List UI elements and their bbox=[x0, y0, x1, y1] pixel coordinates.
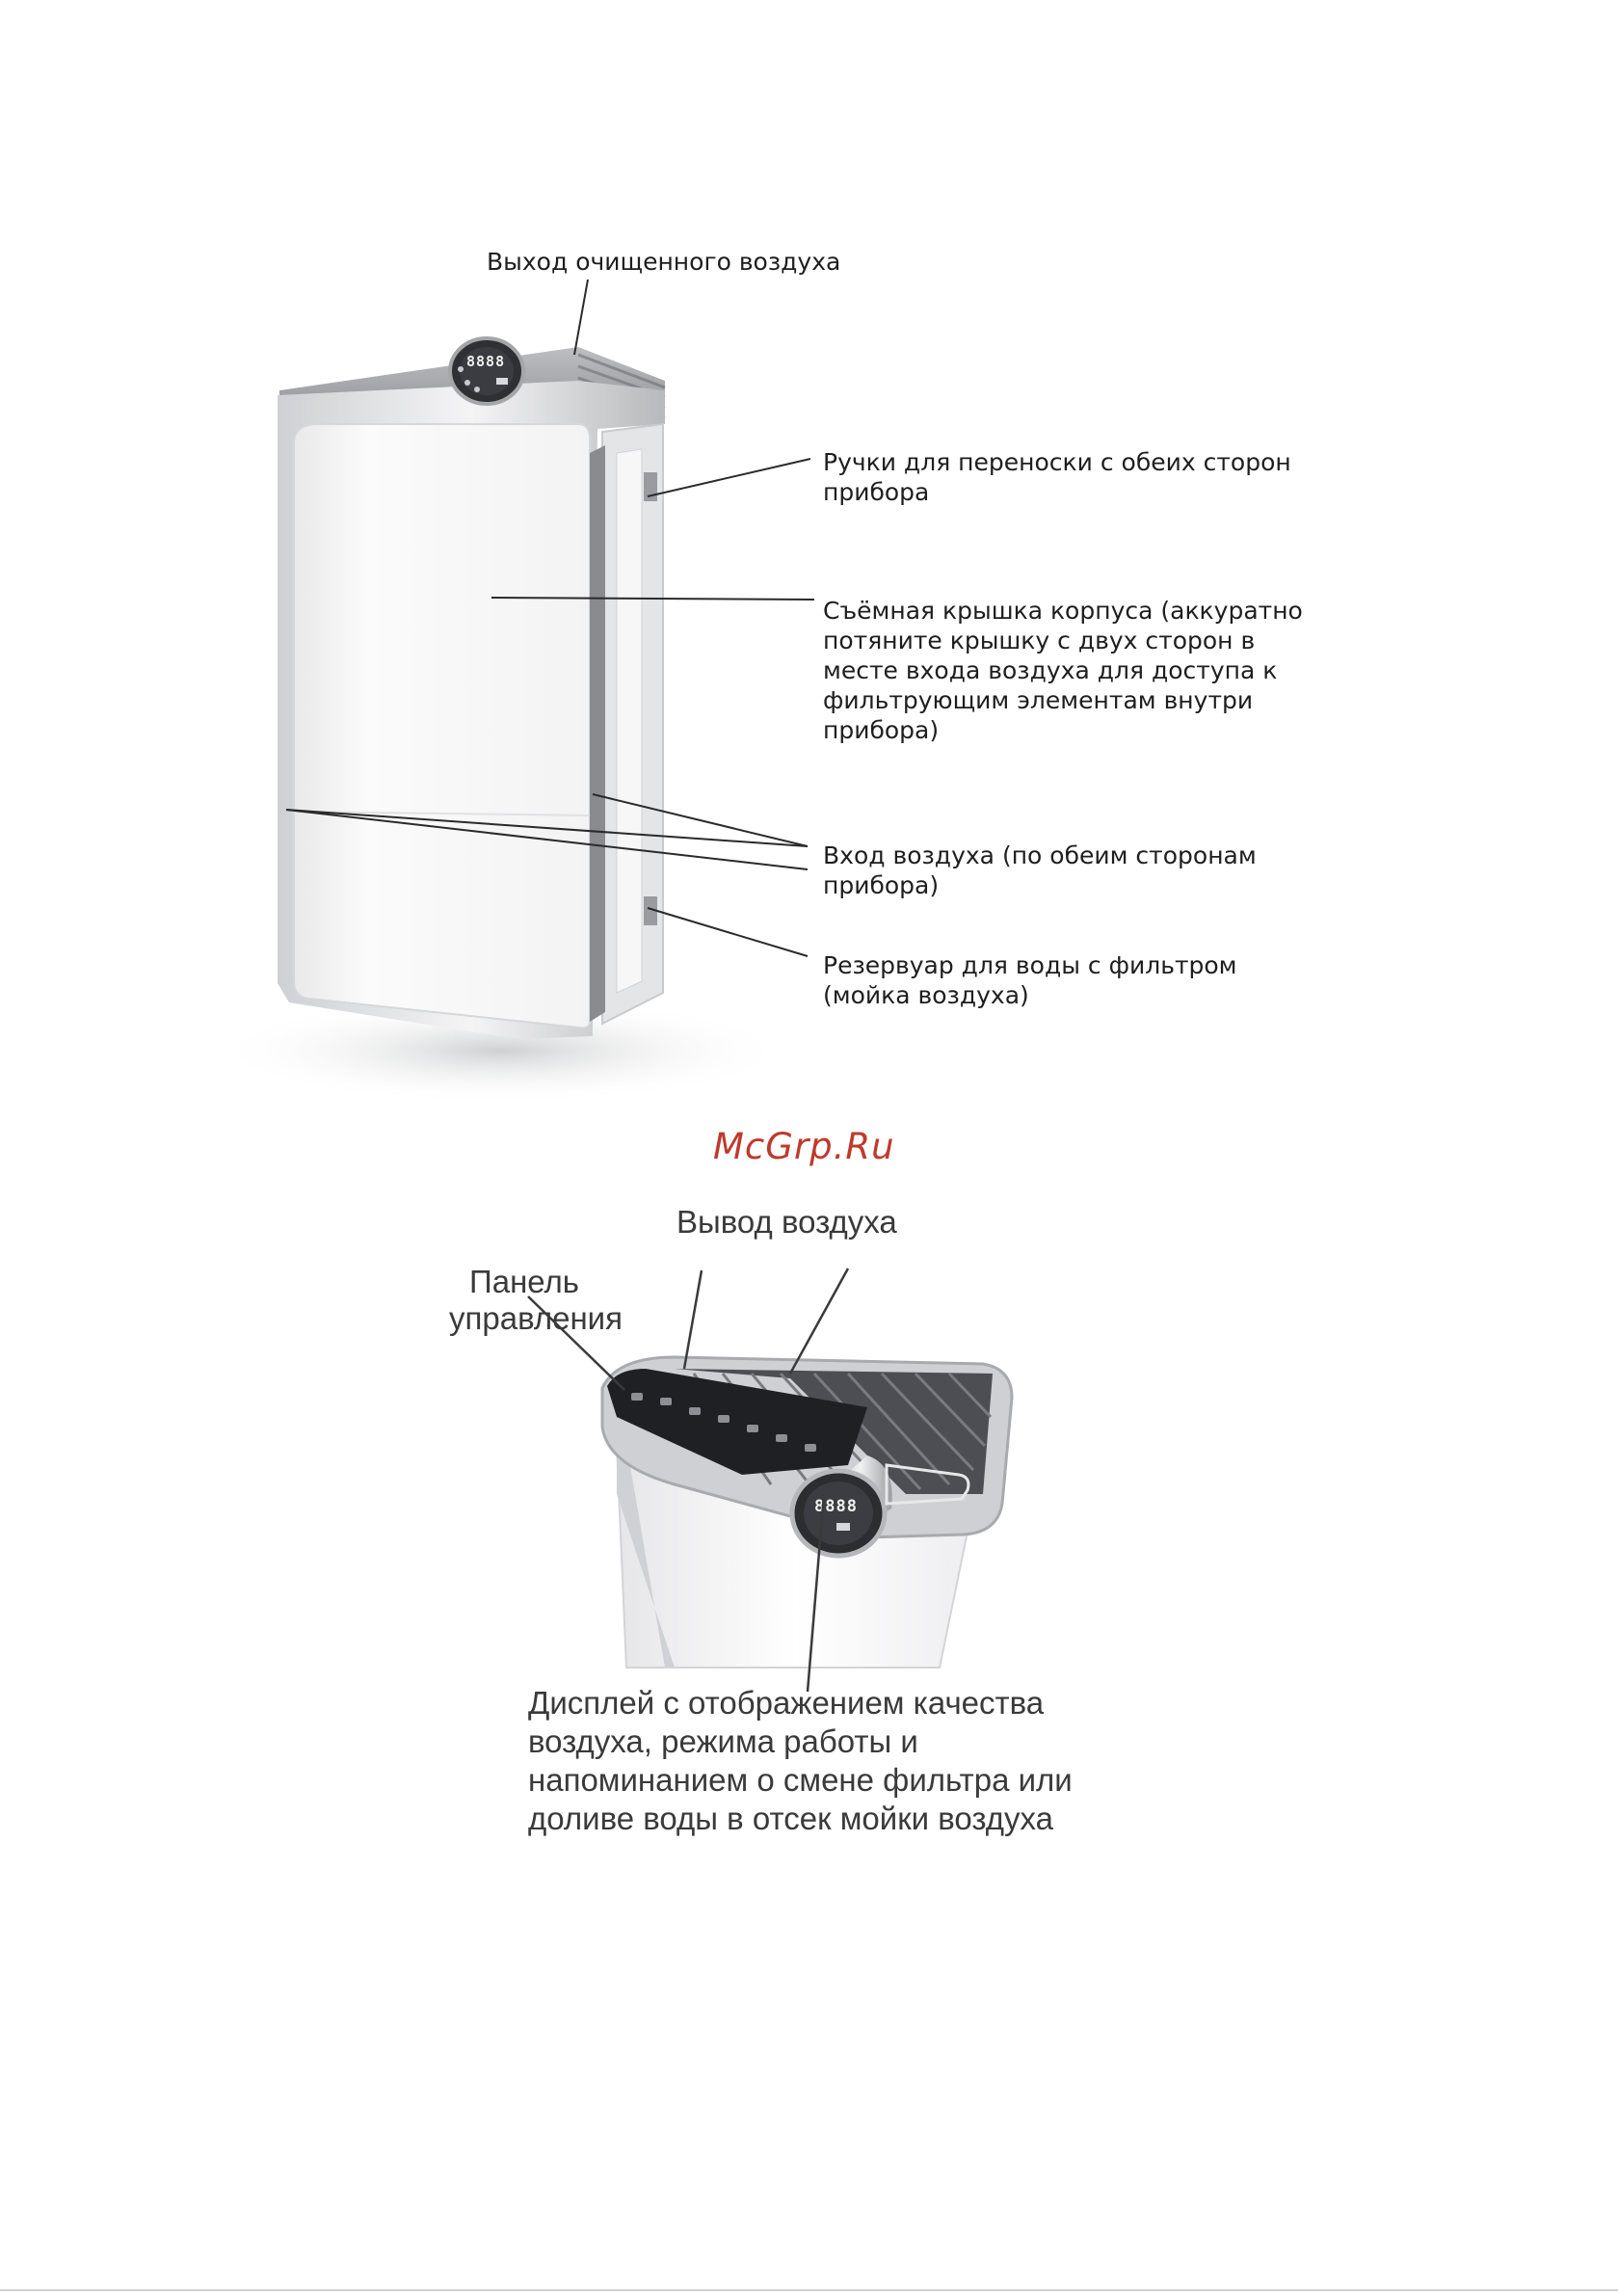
figure-2-product-illustration bbox=[0, 1176, 1618, 1851]
label-air-out: Вывод воздуха bbox=[676, 1204, 897, 1240]
label-cover-line-4: фильтрующим элементам внутри bbox=[823, 686, 1254, 714]
label-handles-line-1: Ручки для переноски с обеих сторон bbox=[823, 448, 1291, 476]
label-display-line-2: воздуха, режима работы и bbox=[528, 1723, 918, 1759]
label-panel-line-1: Панель bbox=[469, 1264, 580, 1299]
display-2-digits: 8888 bbox=[814, 1497, 858, 1516]
label-display-line-4: доливе воды в отсек мойки воздуха bbox=[528, 1801, 1054, 1836]
label-display-line-1: Дисплей с отображением качества bbox=[528, 1685, 1045, 1721]
label-cover-line-2: потяните крышку с двух сторон в bbox=[823, 627, 1256, 654]
figure-1-product-illustration bbox=[0, 0, 1618, 1118]
display-digits: 8888 bbox=[466, 353, 506, 370]
label-cover-line-3: месте входа воздуха для доступа к bbox=[823, 656, 1278, 684]
label-inlet-line-1: Вход воздуха (по обеим сторонам bbox=[823, 841, 1257, 869]
page-bottom-rule bbox=[0, 2289, 1618, 2291]
watermark-text: McGrp.Ru bbox=[713, 1126, 895, 1167]
label-air-outlet: Выход очищенного воздуха bbox=[487, 248, 841, 276]
figure-1-leader-lines bbox=[0, 0, 1618, 1118]
label-display-line-3: напоминанием о смене фильтра или bbox=[528, 1762, 1073, 1798]
label-inlet-line-2: прибора) bbox=[823, 871, 940, 899]
label-tank-line-1: Резервуар для воды с фильтром bbox=[823, 951, 1237, 979]
label-cover-line-5: прибора) bbox=[823, 716, 940, 744]
label-panel-line-2: управления bbox=[449, 1300, 623, 1336]
label-handles-line-2: прибора bbox=[823, 478, 930, 506]
label-tank-line-2: (мойка воздуха) bbox=[823, 981, 1029, 1009]
label-cover-line-1: Съёмная крышка корпуса (аккуратно bbox=[823, 597, 1303, 625]
